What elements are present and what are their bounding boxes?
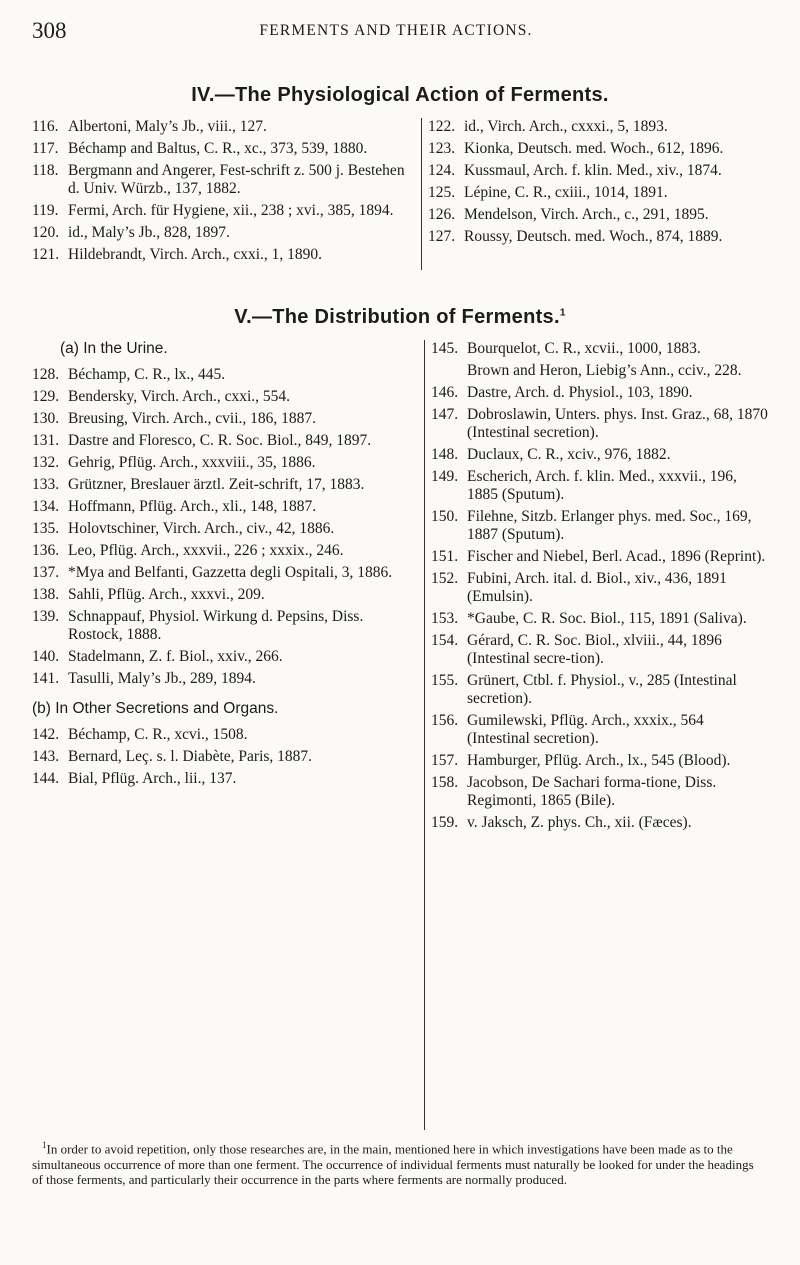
reference-number: 116. bbox=[32, 118, 59, 135]
reference-text: Tasulli, Maly’s Jb., 289, 1894. bbox=[68, 670, 256, 687]
running-head: FERMENTS AND THEIR ACTIONS. bbox=[259, 22, 533, 39]
reference-number: 155. bbox=[431, 672, 459, 689]
reference-number: 151. bbox=[431, 548, 459, 565]
reference-number: 146. bbox=[431, 384, 459, 401]
reference-text: Grünert, Ctbl. f. Physiol., v., 285 (Intestinal secretion). bbox=[467, 672, 737, 707]
reference-number: 148. bbox=[431, 446, 459, 463]
reference-text: Hamburger, Pflüg. Arch., lx., 545 (Blood). bbox=[467, 752, 731, 769]
reference-entry bbox=[32, 454, 416, 472]
reference-entry bbox=[428, 184, 768, 202]
section-v-right-column bbox=[431, 340, 769, 836]
reference-text: Jacobson, De Sachari forma-tione, Diss. Regimonti, 1865 (Bile). bbox=[467, 774, 717, 809]
reference-text: id., Virch. Arch., cxxxi., 5, 1893. bbox=[464, 118, 668, 135]
section-iv-left-column bbox=[32, 118, 414, 268]
section-v-title bbox=[30, 306, 770, 329]
reference-entry bbox=[431, 384, 769, 402]
reference-number: 142. bbox=[32, 726, 60, 743]
reference-number: 125. bbox=[428, 184, 456, 201]
section-iv-title: IV.—The Physiological Action of Ferments. bbox=[191, 84, 609, 106]
reference-text: Stadelmann, Z. f. Biol., xxiv., 266. bbox=[68, 648, 283, 665]
reference-text: Filehne, Sitzb. Erlanger phys. med. Soc., 169, 1887 (Sputum). bbox=[467, 508, 752, 543]
reference-entry bbox=[32, 388, 416, 406]
reference-entry bbox=[428, 228, 768, 246]
reference-entry bbox=[32, 366, 416, 384]
reference-number: 123. bbox=[428, 140, 456, 157]
reference-number: 138. bbox=[32, 586, 60, 603]
page-header bbox=[32, 18, 760, 48]
other-secretions-reference-list bbox=[32, 726, 416, 788]
reference-text: Lépine, C. R., cxiii., 1014, 1891. bbox=[464, 184, 668, 201]
reference-number: 143. bbox=[32, 748, 60, 765]
reference-text: v. Jaksch, Z. phys. Ch., xii. (Fæces). bbox=[467, 814, 692, 831]
reference-text: Bendersky, Virch. Arch., cxxi., 554. bbox=[68, 388, 291, 405]
reference-text: Gérard, C. R. Soc. Biol., xlviii., 44, 1896 (Intestinal secre-tion). bbox=[467, 632, 722, 667]
reference-number: 129. bbox=[32, 388, 60, 405]
reference-text: Leo, Pflüg. Arch., xxxvii., 226 ; xxxix., 246. bbox=[68, 542, 344, 559]
reference-number: 153. bbox=[431, 610, 459, 627]
reference-number: 128. bbox=[32, 366, 60, 383]
reference-number: 150. bbox=[431, 508, 459, 525]
reference-number: 119. bbox=[32, 202, 59, 219]
reference-number: 124. bbox=[428, 162, 456, 179]
reference-number: 145. bbox=[431, 340, 459, 357]
reference-entry bbox=[32, 118, 414, 136]
reference-entry bbox=[428, 206, 768, 224]
reference-number: 134. bbox=[32, 498, 60, 515]
reference-entry bbox=[32, 498, 416, 516]
reference-number: 126. bbox=[428, 206, 456, 223]
reference-entry bbox=[428, 140, 768, 158]
reference-number: 131. bbox=[32, 432, 60, 449]
page-number: 308 bbox=[32, 18, 67, 43]
reference-text: Albertoni, Maly’s Jb., viii., 127. bbox=[68, 118, 267, 135]
reference-number: 149. bbox=[431, 468, 459, 485]
reference-number: 127. bbox=[428, 228, 456, 245]
reference-number: 117. bbox=[32, 140, 59, 157]
reference-entry bbox=[431, 632, 769, 668]
reference-text: Escherich, Arch. f. klin. Med., xxxvii., 196, 1885 (Sputum). bbox=[467, 468, 737, 503]
reference-number: 121. bbox=[32, 246, 60, 263]
reference-entry bbox=[431, 468, 769, 504]
column-divider bbox=[424, 340, 425, 1130]
reference-number: 118. bbox=[32, 162, 59, 179]
reference-entry bbox=[431, 712, 769, 748]
reference-entry bbox=[32, 224, 414, 242]
reference-entry bbox=[32, 476, 416, 494]
reference-entry bbox=[431, 340, 769, 358]
reference-entry bbox=[431, 570, 769, 606]
footnote-text: In order to avoid repetition, only those researches are, in the main, mentioned here in which investigations have been made as to the simultaneous occurrence of more than one ferment. The occurrence of individual ferments must naturally be looked for under the headings of those ferments, and particularly their occurrence in the parts where ferments are normally produced. bbox=[32, 1141, 754, 1188]
reference-text: Dobroslawin, Unters. phys. Inst. Graz., 68, 1870 (Intestinal secretion). bbox=[467, 406, 768, 441]
reference-entry bbox=[32, 670, 416, 688]
reference-text: Béchamp, C. R., lx., 445. bbox=[68, 366, 226, 383]
reference-entry bbox=[431, 548, 769, 566]
footnote-number: 1 bbox=[42, 1140, 47, 1150]
reference-number: 157. bbox=[431, 752, 459, 769]
reference-entry bbox=[32, 542, 416, 560]
section-v-left-column bbox=[32, 340, 416, 792]
urine-reference-list bbox=[32, 366, 416, 688]
reference-entry bbox=[32, 608, 416, 644]
reference-text: Fubini, Arch. ital. d. Biol., xiv., 436, 1891 (Emulsin). bbox=[467, 570, 727, 605]
reference-entry bbox=[32, 586, 416, 604]
reference-entry bbox=[32, 432, 416, 450]
reference-text: id., Maly’s Jb., 828, 1897. bbox=[68, 224, 230, 241]
reference-entry bbox=[431, 362, 769, 380]
reference-entry bbox=[32, 770, 416, 788]
reference-entry bbox=[32, 748, 416, 766]
reference-number: 152. bbox=[431, 570, 459, 587]
reference-text: Bial, Pflüg. Arch., lii., 137. bbox=[68, 770, 237, 787]
reference-text: Duclaux, C. R., xciv., 976, 1882. bbox=[467, 446, 671, 463]
reference-number: 154. bbox=[431, 632, 459, 649]
reference-text: Hoffmann, Pflüg. Arch., xli., 148, 1887. bbox=[68, 498, 317, 515]
reference-text: Hildebrandt, Virch. Arch., cxxi., 1, 1890. bbox=[68, 246, 323, 263]
reference-text: Grützner, Breslauer ärztl. Zeit-schrift, 17, 1883. bbox=[68, 476, 365, 493]
reference-number: 141. bbox=[32, 670, 60, 687]
reference-number: 120. bbox=[32, 224, 60, 241]
column-divider bbox=[421, 118, 422, 270]
reference-text: Kussmaul, Arch. f. klin. Med., xiv., 1874. bbox=[464, 162, 722, 179]
reference-entry bbox=[431, 814, 769, 832]
reference-text: Schnappauf, Physiol. Wirkung d. Pepsins, Diss. Rostock, 1888. bbox=[68, 608, 364, 643]
reference-text: Mendelson, Virch. Arch., c., 291, 1895. bbox=[464, 206, 709, 223]
reference-number: 135. bbox=[32, 520, 60, 537]
reference-entry bbox=[32, 520, 416, 538]
reference-text: Roussy, Deutsch. med. Woch., 874, 1889. bbox=[464, 228, 723, 245]
reference-entry bbox=[32, 410, 416, 428]
reference-entry bbox=[431, 752, 769, 770]
reference-text: Béchamp, C. R., xcvi., 1508. bbox=[68, 726, 248, 743]
reference-number: 159. bbox=[431, 814, 459, 831]
reference-text: Sahli, Pflüg. Arch., xxxvi., 209. bbox=[68, 586, 265, 603]
reference-entry bbox=[431, 508, 769, 544]
reference-text: Bourquelot, C. R., xcvii., 1000, 1883. bbox=[467, 340, 701, 357]
reference-entry bbox=[32, 648, 416, 666]
reference-text: Fermi, Arch. für Hygiene, xii., 238 ; xvi., 385, 1894. bbox=[68, 202, 394, 219]
reference-text: Breusing, Virch. Arch., cvii., 186, 1887. bbox=[68, 410, 317, 427]
reference-entry bbox=[428, 162, 768, 180]
reference-text: Kionka, Deutsch. med. Woch., 612, 1896. bbox=[464, 140, 724, 157]
reference-entry bbox=[32, 140, 414, 158]
reference-text: Gehrig, Pflüg. Arch., xxxviii., 35, 1886. bbox=[68, 454, 316, 471]
subhead-urine: (a) In the Urine. bbox=[60, 340, 168, 357]
reference-number: 122. bbox=[428, 118, 456, 135]
reference-entry bbox=[431, 774, 769, 810]
reference-text: Dastre and Floresco, C. R. Soc. Biol., 849, 1897. bbox=[68, 432, 372, 449]
reference-number: 156. bbox=[431, 712, 459, 729]
reference-number: 144. bbox=[32, 770, 60, 787]
reference-entry bbox=[32, 246, 414, 264]
reference-entry bbox=[32, 162, 414, 198]
subhead-other-secretions: (b) In Other Secretions and Organs. bbox=[32, 700, 279, 717]
reference-text: Bergmann and Angerer, Fest-schrift z. 500 j. Bestehen d. Univ. Würzb., 137, 1882. bbox=[68, 162, 405, 197]
footnote bbox=[32, 1138, 762, 1188]
reference-text: Brown and Heron, Liebig’s Ann., cciv., 228. bbox=[467, 362, 742, 379]
reference-number: 140. bbox=[32, 648, 60, 665]
reference-text: Bernard, Leç. s. l. Diabète, Paris, 1887. bbox=[68, 748, 313, 765]
section-iv-right-column bbox=[428, 118, 768, 250]
reference-entry bbox=[428, 118, 768, 136]
reference-entry bbox=[431, 406, 769, 442]
reference-number: 133. bbox=[32, 476, 60, 493]
reference-number: 130. bbox=[32, 410, 60, 427]
reference-entry bbox=[431, 446, 769, 464]
reference-text: Holovtschiner, Virch. Arch., civ., 42, 1886. bbox=[68, 520, 335, 537]
reference-text: Dastre, Arch. d. Physiol., 103, 1890. bbox=[467, 384, 693, 401]
reference-text: Béchamp and Baltus, C. R., xc., 373, 539, 1880. bbox=[68, 140, 368, 157]
reference-number: 147. bbox=[431, 406, 459, 423]
reference-text: *Gaube, C. R. Soc. Biol., 115, 1891 (Saliva). bbox=[467, 610, 747, 627]
reference-text: *Mya and Belfanti, Gazzetta degli Ospitali, 3, 1886. bbox=[68, 564, 393, 581]
reference-text: Gumilewski, Pflüg. Arch., xxxix., 564 (Intestinal secretion). bbox=[467, 712, 704, 747]
reference-entry bbox=[32, 564, 416, 582]
reference-number: 158. bbox=[431, 774, 459, 791]
reference-number: 137. bbox=[32, 564, 60, 581]
reference-text: Fischer and Niebel, Berl. Acad., 1896 (Reprint). bbox=[467, 548, 766, 565]
reference-number: 139. bbox=[32, 608, 60, 625]
reference-entry bbox=[431, 610, 769, 628]
reference-entry bbox=[431, 672, 769, 708]
section-v-title-text: V.—The Distribution of Ferments. bbox=[234, 306, 560, 328]
reference-number: 132. bbox=[32, 454, 60, 471]
footnote-marker: 1 bbox=[559, 307, 566, 319]
reference-number: 136. bbox=[32, 542, 60, 559]
reference-entry bbox=[32, 202, 414, 220]
reference-entry bbox=[32, 726, 416, 744]
